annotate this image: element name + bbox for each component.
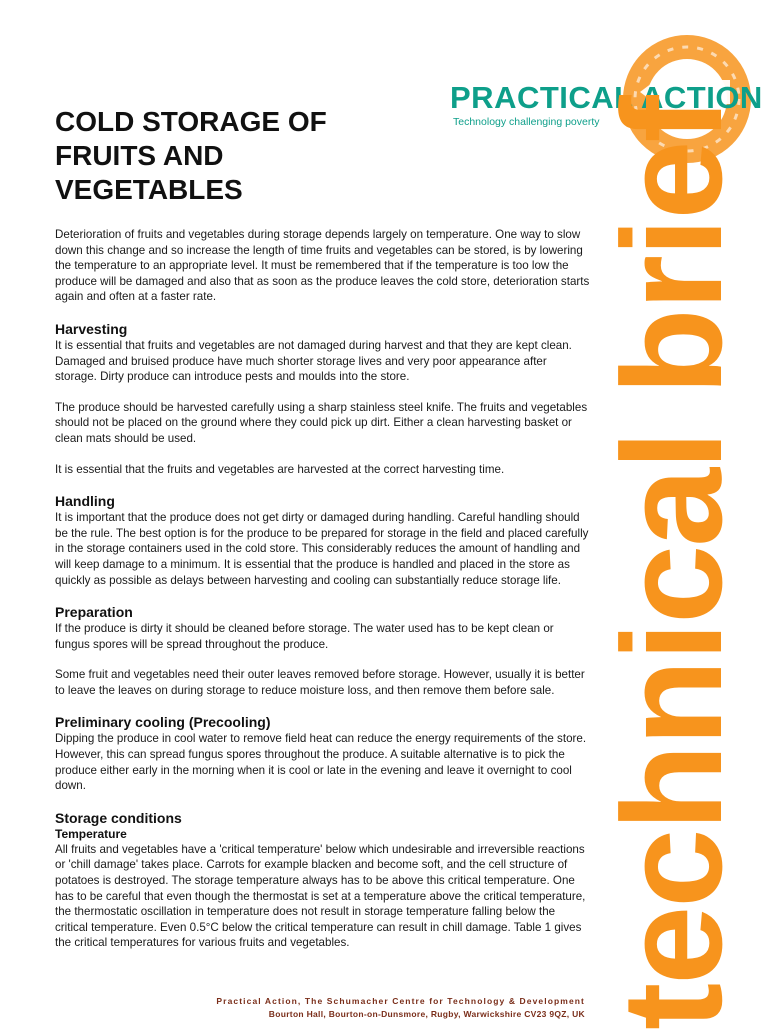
paragraph: Dipping the produce in cool water to remove field heat can reduce the energy requirements of the store. However, this can spread fungus spores throughout the produce. A suitable alternative is to pick the produce either early in the morning when it is cool or late in the evening and leave it overnight to cool down.	[55, 732, 587, 793]
paragraph: Some fruit and vegetables need their outer leaves removed before storage. However, usually it is better to leave the leaves on during storage to reduce moisture loss, and then remove them before sale.	[55, 668, 585, 697]
section-precooling	[55, 713, 590, 793]
paragraph: The produce should be harvested carefully using a sharp stainless steel knife. The fruits and vegetables should not be placed on the ground where they could pick up dirt. Either a clean harvesting basket or clean mats should be used.	[55, 400, 588, 445]
paragraph: All fruits and vegetables have a 'critical temperature' below which undesirable and irreversible reactions or 'chill damage' takes place. Carrots for example blacken and become soft, and the cell structure of potatoes is destroyed. The storage temperature always has to be above this critical temperature. One has to be careful that even though the thermostat is set at a temperature above the critical temperature, the thermostatic oscillation in temperature does not result in storage temperature falling below the critical temperature. Even 0.5°C below the critical temperature can result in chill damage. Table 1 gives the critical temperatures for various fruits and vegetables.	[55, 842, 586, 950]
paragraph: It is essential that fruits and vegetables are not damaged during harvest and that they are kept clean. Damaged and bruised produce have much shorter storage lives and very poor appearance after storage. Dirty produce can introduce pests and moulds into the store.	[55, 338, 572, 384]
section-harvesting	[55, 320, 590, 477]
section-heading: Storage conditions	[55, 809, 182, 826]
subsection-heading: Temperature	[55, 826, 127, 841]
document-title: COLD STORAGE OF FRUITS AND VEGETABLES	[55, 106, 327, 205]
document-body	[55, 105, 590, 966]
footer-address: Bourton Hall, Bourton-on-Dunsmore, Rugby, Warwickshire CV23 9QZ, UK	[268, 1009, 585, 1019]
section-storage-conditions	[55, 809, 590, 951]
paragraph: If the produce is dirty it should be cleaned before storage. The water used has to be kept clean or fungus spores will be spread throughout the produce.	[55, 622, 554, 651]
section-handling	[55, 492, 590, 588]
section-heading: Harvesting	[55, 320, 128, 337]
paragraph: It is important that the produce does not get dirty or damaged during handling. Careful handling should be the rule. The best option is for the produce to be prepared for storage in the field and placed carefully in the storage containers used in the cold store. This considerably reduces the amount of handling and will keep damage to a minimum. It is essential that the produce is handled and placed in the store as quickly as possible as delays between harvesting and cooling can substantially reduce storage life.	[55, 511, 589, 587]
page-footer	[55, 995, 585, 1021]
section-heading: Handling	[55, 493, 115, 510]
section-heading: Preliminary cooling (Precooling)	[55, 714, 271, 731]
footer-organisation: Practical Action, The Schumacher Centre for Technology & Development	[216, 996, 585, 1006]
section-heading: Preparation	[55, 604, 133, 621]
logo-tagline: Technology challenging poverty	[453, 116, 600, 128]
paragraph: It is essential that the fruits and vegetables are harvested at the correct harvesting time.	[55, 462, 505, 476]
intro-paragraph: Deterioration of fruits and vegetables during storage depends largely on temperature. One way to slow down this change and so increase the length of time fruits and vegetables can be stored, is by lowering the temperature to an appropriate level. It must be remembered that if the temperature is too low the produce will be damaged and also that as soon as the produce leaves the cold store, deterioration starts again and often at a faster rate.	[55, 228, 590, 304]
logo-text: PRACTICAL ACTION	[450, 80, 763, 115]
technical-brief-banner: technical brief	[593, 97, 752, 1030]
section-preparation	[55, 603, 590, 698]
